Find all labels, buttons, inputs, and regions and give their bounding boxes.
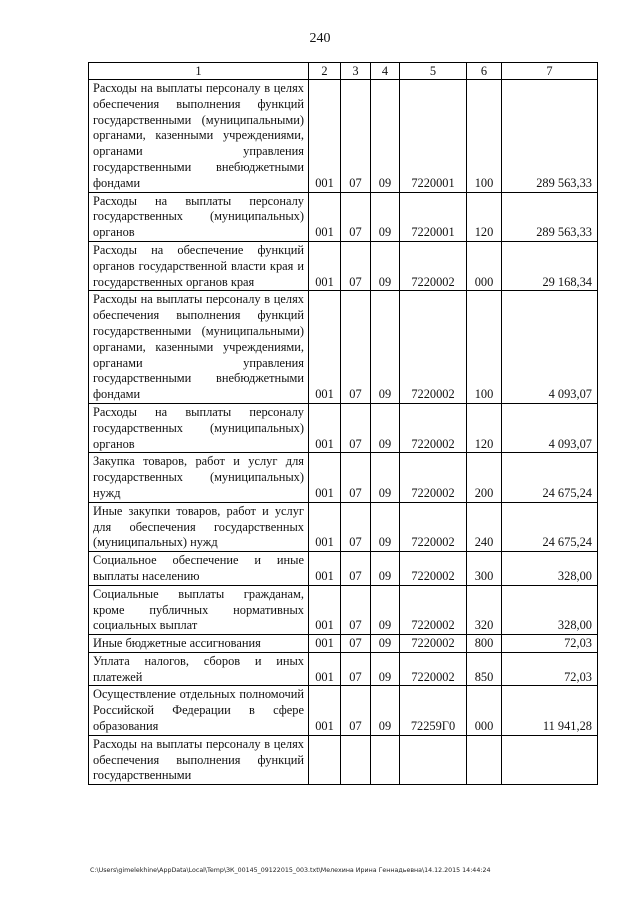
code-cell: 07 [341,192,371,241]
code-cell: 240 [467,502,502,551]
item-name: Расходы на выплаты персоналу в целях обеспечения выполнения функций государственными (муниципальными) органами, казенными учреждениями, органами управления государственными внебюджетными фондами [89,80,309,193]
code-cell: 09 [371,635,400,653]
code-cell: 100 [467,291,502,404]
table-row [89,652,598,686]
code-cell: 100 [467,80,502,193]
code-cell: 07 [341,403,371,452]
code-cell [309,735,341,784]
table-row [89,80,598,193]
item-name: Социальное обеспечение и иные выплаты населению [89,552,309,586]
budget-table [88,62,598,785]
code-cell: 07 [341,241,371,290]
code-cell [467,735,502,784]
item-name: Расходы на обеспечение функций органов государственной власти края и государственных органов края [89,241,309,290]
table-row [89,192,598,241]
amount-cell: 289 563,33 [502,80,598,193]
code-cell: 07 [341,686,371,735]
file-path-footer: C:\Users\gimelekhine\AppData\Local\Temp\ЗК_00145_09122015_003.txt\Мелехина Ирина Геннадьевна\14.12.2015 14:44:24 [90,867,491,874]
code-cell: 07 [341,635,371,653]
amount-cell: 11 941,28 [502,686,598,735]
code-cell: 7220002 [400,635,467,653]
code-cell: 09 [371,241,400,290]
code-cell: 001 [309,192,341,241]
header-cell: 5 [400,63,467,80]
code-cell: 7220002 [400,502,467,551]
code-cell: 001 [309,80,341,193]
item-name: Осуществление отдельных полномочий Российской Федерации в сфере образования [89,686,309,735]
item-name: Социальные выплаты гражданам, кроме публичных нормативных социальных выплат [89,585,309,634]
item-name: Расходы на выплаты персоналу в целях обеспечения выполнения функций государственными [89,735,309,784]
code-cell: 7220002 [400,552,467,586]
item-name: Иные бюджетные ассигнования [89,635,309,653]
code-cell: 07 [341,552,371,586]
amount-cell: 72,03 [502,635,598,653]
code-cell: 001 [309,241,341,290]
header-cell: 3 [341,63,371,80]
code-cell: 72259Г0 [400,686,467,735]
code-cell: 120 [467,403,502,452]
code-cell: 800 [467,635,502,653]
table-row [89,735,598,784]
code-cell: 09 [371,686,400,735]
code-cell: 09 [371,192,400,241]
item-name: Расходы на выплаты персоналу в целях обеспечения выполнения функций государственными (муниципальными) органами, казенными учреждениями, органами управления государственными внебюджетными фондами [89,291,309,404]
code-cell: 120 [467,192,502,241]
item-name: Расходы на выплаты персоналу государственных (муниципальных) органов [89,192,309,241]
code-cell: 09 [371,403,400,452]
header-cell: 4 [371,63,400,80]
code-cell: 09 [371,453,400,502]
code-cell [371,735,400,784]
table-row [89,585,598,634]
amount-cell: 72,03 [502,652,598,686]
code-cell: 09 [371,552,400,586]
table-row [89,502,598,551]
table-header-row [89,63,598,80]
code-cell: 320 [467,585,502,634]
code-cell: 001 [309,453,341,502]
table-row [89,552,598,586]
code-cell: 7220002 [400,403,467,452]
amount-cell [502,735,598,784]
item-name: Иные закупки товаров, работ и услуг для обеспечения государственных (муниципальных) нужд [89,502,309,551]
code-cell: 09 [371,652,400,686]
code-cell [400,735,467,784]
amount-cell: 24 675,24 [502,502,598,551]
code-cell: 07 [341,80,371,193]
code-cell: 07 [341,652,371,686]
code-cell: 300 [467,552,502,586]
item-name: Закупка товаров, работ и услуг для государственных (муниципальных) нужд [89,453,309,502]
code-cell: 07 [341,453,371,502]
amount-cell: 328,00 [502,585,598,634]
header-cell: 1 [89,63,309,80]
code-cell: 7220002 [400,453,467,502]
header-cell: 2 [309,63,341,80]
code-cell: 000 [467,241,502,290]
table-row [89,241,598,290]
amount-cell: 24 675,24 [502,453,598,502]
header-cell: 7 [502,63,598,80]
code-cell: 7220001 [400,192,467,241]
code-cell: 07 [341,585,371,634]
header-cell: 6 [467,63,502,80]
code-cell: 000 [467,686,502,735]
code-cell: 850 [467,652,502,686]
amount-cell: 4 093,07 [502,403,598,452]
code-cell: 09 [371,80,400,193]
table-row [89,403,598,452]
code-cell: 09 [371,502,400,551]
amount-cell: 29 168,34 [502,241,598,290]
table-row [89,686,598,735]
code-cell: 7220002 [400,585,467,634]
item-name: Расходы на выплаты персоналу государственных (муниципальных) органов [89,403,309,452]
code-cell: 7220001 [400,80,467,193]
code-cell: 07 [341,502,371,551]
code-cell: 001 [309,652,341,686]
code-cell: 200 [467,453,502,502]
code-cell: 7220002 [400,291,467,404]
code-cell: 7220002 [400,652,467,686]
page-number: 240 [309,31,331,46]
code-cell: 001 [309,686,341,735]
code-cell: 09 [371,585,400,634]
amount-cell: 289 563,33 [502,192,598,241]
amount-cell: 4 093,07 [502,291,598,404]
code-cell: 001 [309,403,341,452]
table-row [89,453,598,502]
code-cell: 001 [309,291,341,404]
code-cell: 07 [341,291,371,404]
table-row [89,635,598,653]
code-cell: 09 [371,291,400,404]
code-cell: 001 [309,552,341,586]
code-cell: 001 [309,635,341,653]
code-cell: 001 [309,585,341,634]
code-cell: 7220002 [400,241,467,290]
amount-cell: 328,00 [502,552,598,586]
table-row [89,291,598,404]
code-cell [341,735,371,784]
item-name: Уплата налогов, сборов и иных платежей [89,652,309,686]
code-cell: 001 [309,502,341,551]
